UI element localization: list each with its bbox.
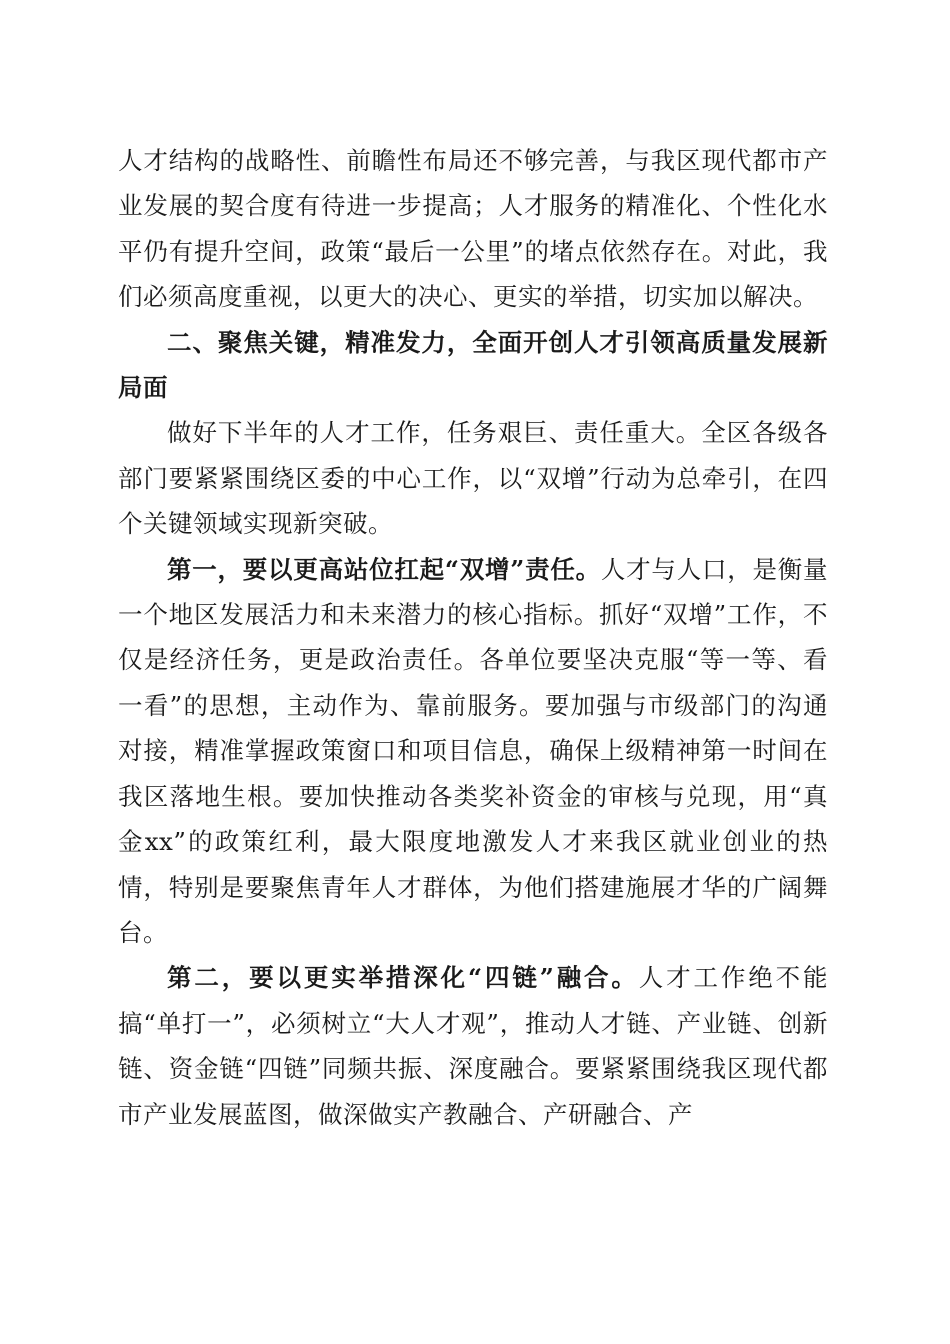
first-point-body: 人才与人口，是衡量一个地区发展活力和未来潜力的核心指标。抓好“双增”工作，不仅是经济任务，更是政治责任。各单位要坚决克服“等一等、看一看”的思想，主动作为、靠前服务。要加强与市级部门的沟通对接，精准掌握政策窗口和项目信息，确保上级精神第一时间在我区落地生根。要加快推动各类奖补资金的审核与兑现，用“真金xx”的政策红利，最大限度地激发人才来我区就业创业的热情，特别是要聚焦青年人才群体，为他们搭建施展才华的广阔舞台。 (118, 554, 829, 947)
second-point-lead: 第二，要以更实举措深化“四链”融合。 (167, 963, 639, 993)
paragraph-second-half-work: 做好下半年的人才工作，任务艰巨、责任重大。全区各级各部门要紧紧围绕区委的中心工作，以“双增”行动为总牵引，在四个关键领域实现新突破。 (118, 418, 828, 539)
section-heading-two: 二、聚焦关键，精准发力，全面开创人才引领高质量发展新局面 (118, 327, 828, 403)
document-page (118, 138, 828, 1137)
first-point-lead: 第一，要以更高站位扛起“双增”责任。 (167, 554, 601, 584)
paragraph-first-point (118, 547, 828, 956)
second-point-body: 人才工作绝不能搞“单打一”，必须树立“大人才观”，推动人才链、产业链、创新链、资金链“四链”同频共振、深度融合。要紧紧围绕我区现代都市产业发展蓝图，做深做实产教融合、产研融合、产 (118, 963, 828, 1129)
paragraph-second-point (118, 955, 828, 1137)
paragraph-talent-structure: 人才结构的战略性、前瞻性布局还不够完善，与我区现代都市产业发展的契合度有待进一步提高；人才服务的精准化、个性化水平仍有提升空间，政策“最后一公里”的堵点依然存在。对此，我们必须高度重视，以更大的决心、更实的举措，切实加以解决。 (118, 146, 828, 312)
